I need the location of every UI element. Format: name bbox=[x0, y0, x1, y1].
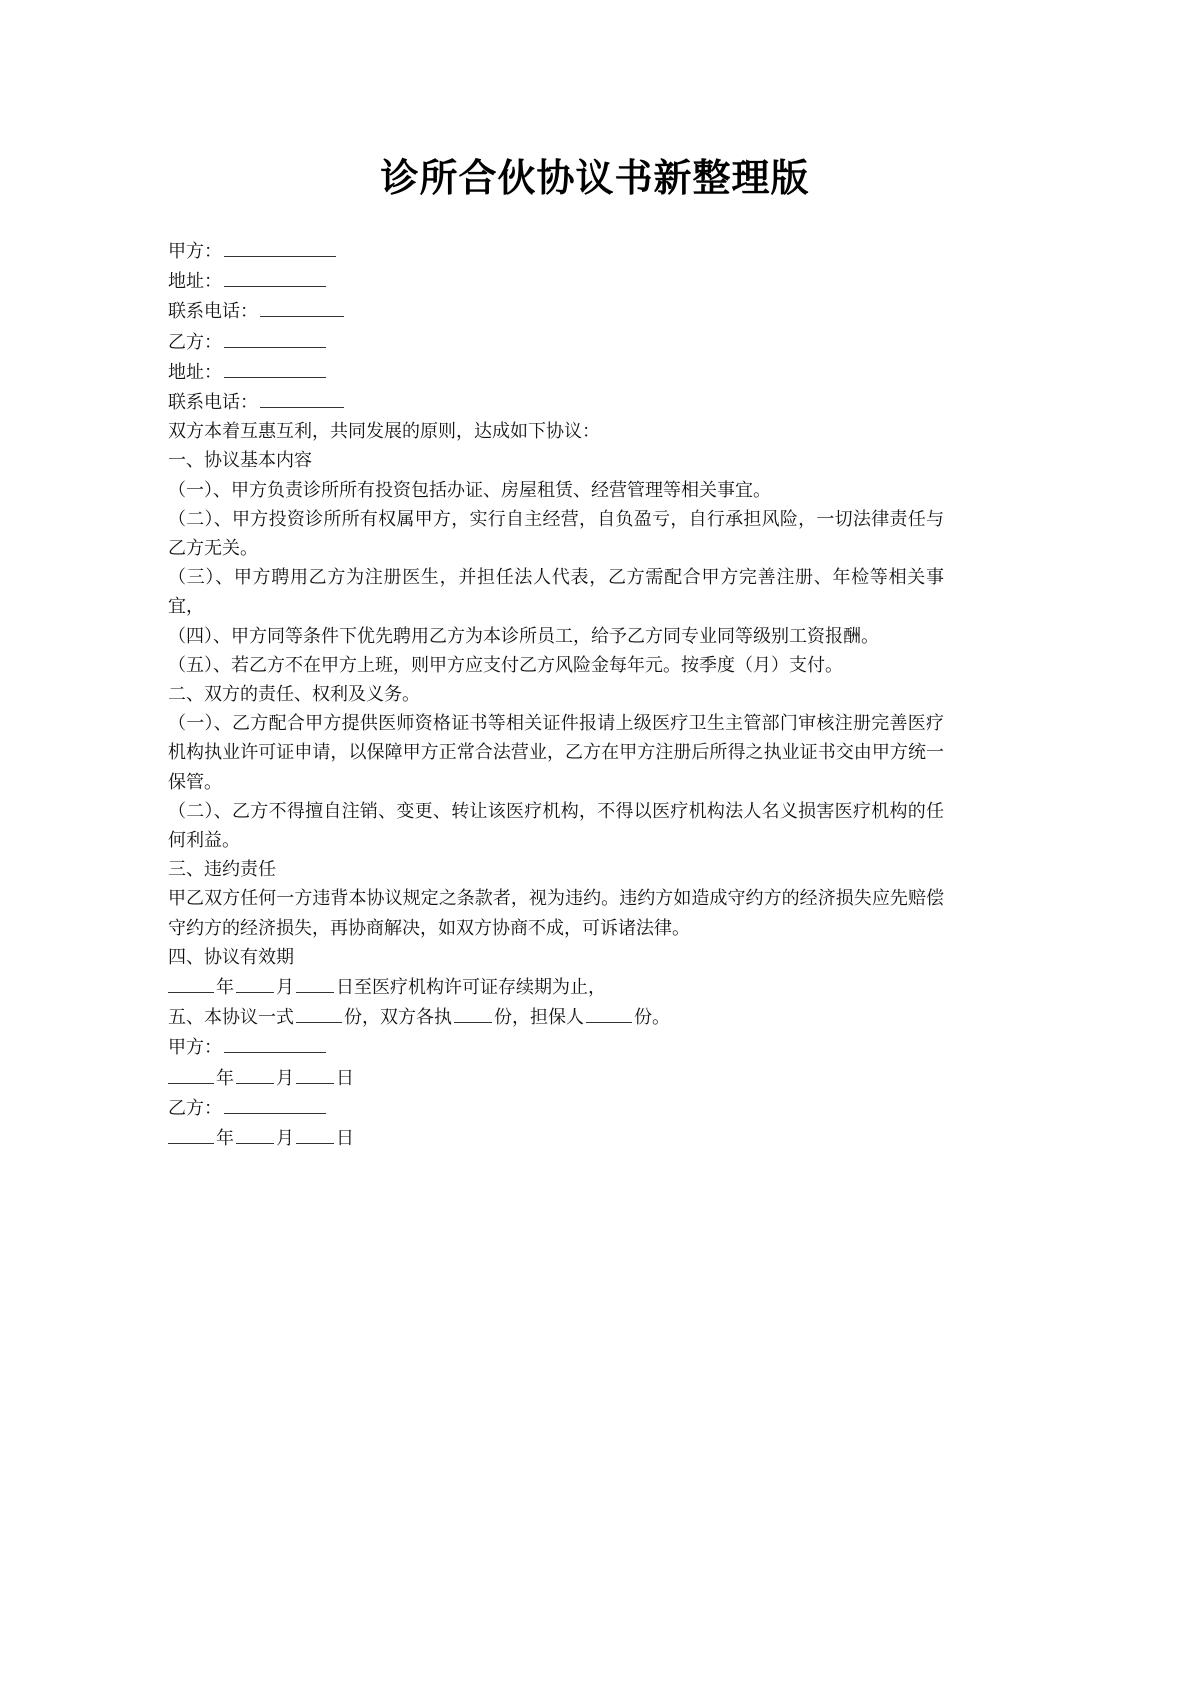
signature-party-b-blank[interactable] bbox=[224, 1093, 326, 1114]
validity-year-label: 年 bbox=[216, 977, 234, 999]
section1-heading: 一、协议基本内容 bbox=[168, 450, 312, 472]
section1-item-1: （一）、甲方负责诊所所有投资包括办证、房屋租赁、经营管理等相关事宜。 bbox=[168, 479, 771, 501]
signature-party-a-line bbox=[168, 1032, 944, 1062]
validity-year-blank[interactable] bbox=[168, 972, 214, 993]
party-b-sign-month-blank[interactable] bbox=[236, 1123, 274, 1144]
party-a-address-line bbox=[168, 266, 944, 296]
signature-party-a-date-line bbox=[168, 1063, 944, 1093]
party-b-address-line bbox=[168, 357, 944, 387]
party-a-label: 甲方： bbox=[168, 241, 222, 262]
section3-text: 甲乙双方任何一方违背本协议规定之条款者，视为违约。违约方如造成守约方的经济损失应先赔偿守约方的经济损失，再协商解决，如双方协商不成，可诉诸法律。 bbox=[168, 888, 944, 939]
section5-line bbox=[168, 1002, 944, 1032]
section4-heading: 四、协议有效期 bbox=[168, 946, 294, 968]
party-a-phone-blank[interactable] bbox=[260, 296, 344, 317]
section3-heading: 三、违约责任 bbox=[168, 859, 276, 881]
party-a-phone-line bbox=[168, 296, 944, 326]
section2-item-2: （二）、乙方不得擅自注销、变更、转让该医疗机构，不得以医疗机构法人名义损害医疗机构的任何利益。 bbox=[168, 800, 944, 852]
party-b-sign-day-blank[interactable] bbox=[296, 1123, 334, 1144]
section1-item-4: （四）、甲方同等条件下优先聘用乙方为本诊所员工，给予乙方同专业同等级别工资报酬。 bbox=[168, 625, 879, 647]
party-b-sign-year-blank[interactable] bbox=[168, 1123, 214, 1144]
signature-party-b-date-line bbox=[168, 1123, 944, 1153]
total-copies-blank[interactable] bbox=[296, 1002, 342, 1023]
section5-end-text: 份。 bbox=[634, 1007, 670, 1029]
section1-item-5: （五）、若乙方不在甲方上班，则甲方应支付乙方风险金每年元。按季度（月）支付。 bbox=[168, 654, 843, 676]
year-label: 年 bbox=[216, 1128, 234, 1150]
party-b-phone-line bbox=[168, 387, 944, 417]
document-body bbox=[168, 236, 944, 1153]
signature-party-a-blank[interactable] bbox=[224, 1032, 326, 1053]
party-b-blank[interactable] bbox=[224, 327, 326, 348]
party-a-phone-label: 联系电话： bbox=[168, 301, 258, 323]
section5-each-text: 份，担保人 bbox=[494, 1007, 584, 1029]
party-a-sign-day-blank[interactable] bbox=[296, 1063, 334, 1084]
party-a-blank[interactable] bbox=[224, 236, 336, 257]
party-a-address-label: 地址： bbox=[168, 271, 222, 293]
section2-heading: 二、双方的责任、权利及义务。 bbox=[168, 684, 420, 706]
intro-text: 双方本着互惠互利，共同发展的原则，达成如下协议： bbox=[168, 421, 600, 443]
validity-day-blank[interactable] bbox=[296, 972, 334, 993]
section2-item-1: （一）、乙方配合甲方提供医师资格证书等相关证件报请上级医疗卫生主管部门审核注册完善医疗机构执业许可证申请，以保障甲方正常合法营业，乙方在甲方注册后所得之执业证书交由甲方统一保管。 bbox=[168, 713, 944, 793]
signature-party-b-line bbox=[168, 1093, 944, 1123]
section5-prefix: 五、本协议一式 bbox=[168, 1007, 294, 1029]
validity-month-label: 月 bbox=[276, 977, 294, 999]
party-b-line bbox=[168, 327, 944, 357]
party-b-address-blank[interactable] bbox=[224, 357, 326, 378]
signature-party-a-label: 甲方： bbox=[168, 1037, 222, 1059]
section1-item-2: （二）、甲方投资诊所所有权属甲方，实行自主经营，自负盈亏，自行承担风险，一切法律责任与乙方无关。 bbox=[168, 508, 944, 560]
party-a-address-blank[interactable] bbox=[224, 266, 326, 287]
party-a-sign-year-blank[interactable] bbox=[168, 1063, 214, 1084]
party-b-address-label: 地址： bbox=[168, 361, 222, 383]
each-party-copies-blank[interactable] bbox=[454, 1002, 492, 1023]
party-a-sign-month-blank[interactable] bbox=[236, 1063, 274, 1084]
party-b-phone-blank[interactable] bbox=[260, 387, 344, 408]
document-title: 诊所合伙协议书新整理版 bbox=[380, 155, 810, 200]
validity-period-line bbox=[168, 972, 944, 1002]
section1-item-3: （三）、甲方聘用乙方为注册医生，并担任法人代表，乙方需配合甲方完善注册、年检等相关事宜， bbox=[168, 567, 944, 618]
day-label: 日 bbox=[336, 1128, 354, 1150]
day-label: 日 bbox=[336, 1067, 354, 1089]
validity-day-text: 日至医疗机构许可证存续期为止， bbox=[336, 977, 606, 999]
section5-copies-text: 份，双方各执 bbox=[344, 1007, 452, 1029]
validity-month-blank[interactable] bbox=[236, 972, 274, 993]
year-label: 年 bbox=[216, 1067, 234, 1089]
month-label: 月 bbox=[276, 1067, 294, 1089]
signature-party-b-label: 乙方： bbox=[168, 1097, 222, 1119]
party-b-phone-label: 联系电话： bbox=[168, 392, 258, 414]
party-b-label: 乙方： bbox=[168, 331, 222, 353]
guarantor-copies-blank[interactable] bbox=[586, 1002, 632, 1023]
party-a-line bbox=[168, 236, 944, 266]
month-label: 月 bbox=[276, 1128, 294, 1150]
